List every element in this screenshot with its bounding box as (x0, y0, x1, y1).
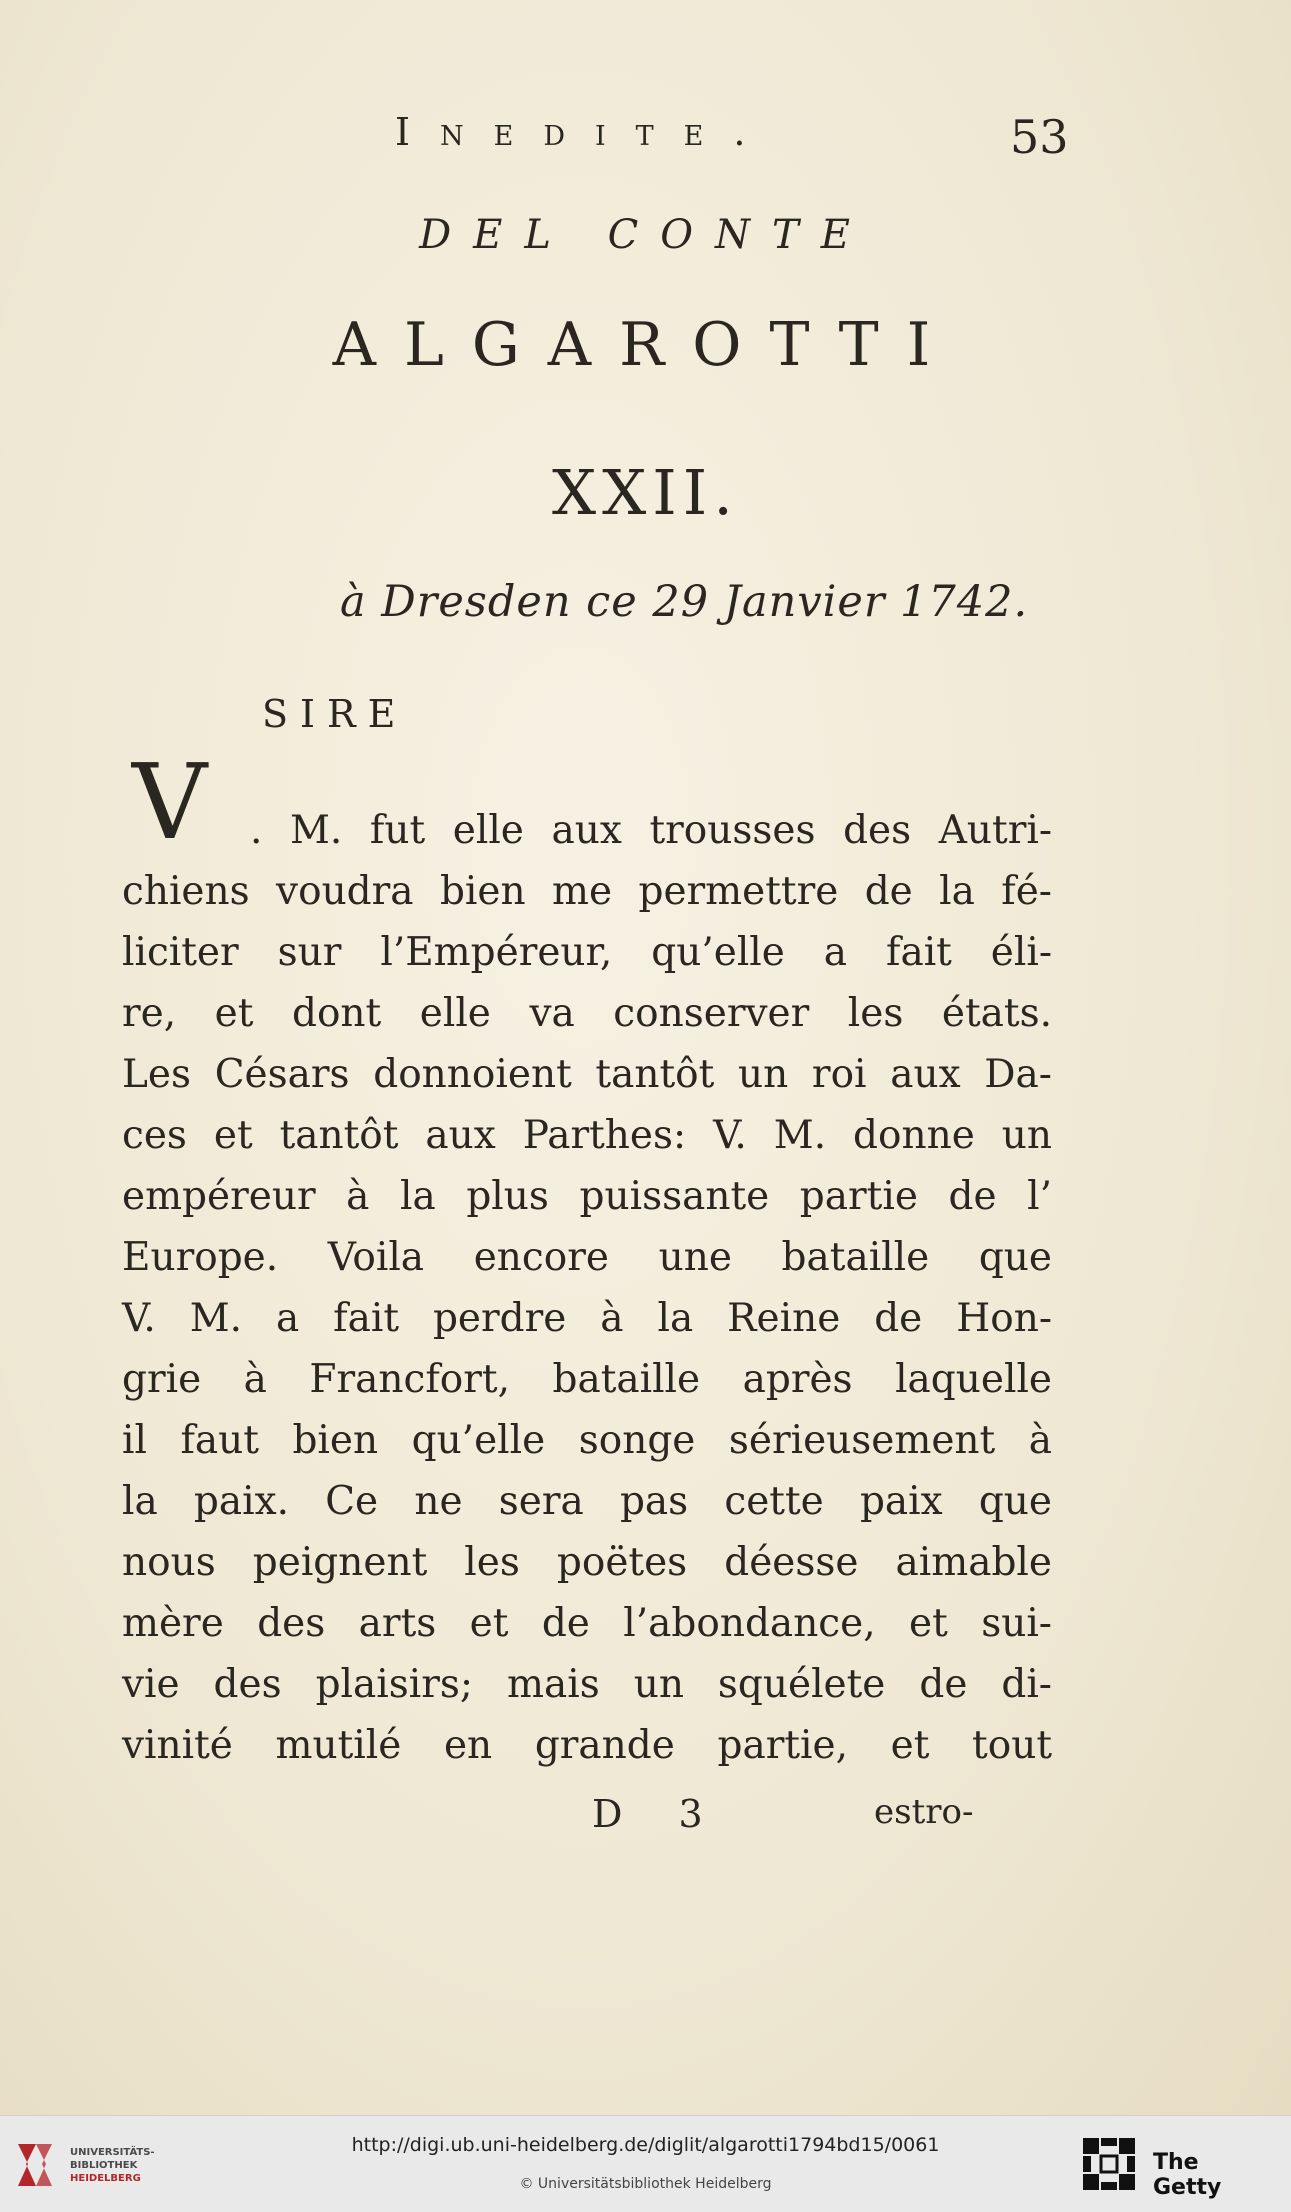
body-line: Europe. Voila encore une bataille que (122, 1235, 1052, 1280)
body-line: re, et dont elle va conserver les états. (122, 991, 1052, 1036)
getty-logo[interactable] (1081, 2136, 1271, 2200)
body-first-line (122, 741, 1052, 863)
catchword: estro- (874, 1792, 974, 1832)
salutation: SIRE (262, 692, 408, 736)
permalink-url[interactable]: http://digi.ub.uni-heidelberg.de/diglit/algarotti1794bd15/0061 (351, 2134, 940, 2156)
running-head: Inedite. (395, 110, 776, 154)
page-header (0, 110, 1291, 170)
signature-mark: D 3 (592, 1792, 725, 1836)
copyright-notice: © Universitätsbibliothek Heidelberg (519, 2176, 772, 2192)
body-line: nous peignent les poëtes déesse aimable (122, 1540, 1052, 1585)
body-line: chiens voudra bien me permettre de la fé- (122, 869, 1052, 914)
getty-logo-icon (1081, 2136, 1137, 2192)
body-line: la paix. Ce ne sera pas cette paix que (122, 1479, 1052, 1524)
body-line: ces et tantôt aux Parthes: V. M. donne un (122, 1113, 1052, 1158)
body-line: vinité mutilé en grande partie, et tout (122, 1723, 1052, 1768)
body-line: . M. fut elle aux trousses des Autri- (250, 808, 1052, 853)
page-number: 53 (1010, 110, 1069, 164)
letter-body (122, 741, 1052, 1776)
dateline: à Dresden ce 29 Janvier 1742. (340, 577, 1029, 627)
body-line: grie à Francfort, bataille après laquelle (122, 1357, 1052, 1402)
logo-line-1: UNIVERSITÄTS- (70, 2147, 155, 2158)
body-line: liciter sur l’Empéreur, qu’elle a fait éli- (122, 930, 1052, 975)
title-del-conte: DEL CONTE (419, 212, 872, 258)
logo-line-3: HEIDELBERG (70, 2173, 141, 2184)
body-line: mère des arts et de l’abondance, et sui- (122, 1601, 1052, 1646)
viewer-footer (0, 2115, 1291, 2212)
page-foot (0, 1792, 1291, 1852)
logo-line-2: BIBLIOTHEK (70, 2160, 138, 2171)
body-line: Les Césars donnoient tantôt un roi aux Da- (122, 1052, 1052, 1097)
body-line: V. M. a fait perdre à la Reine de Hon- (122, 1296, 1052, 1341)
body-line: il faut bien qu’elle songe sérieusement à (122, 1418, 1052, 1463)
body-line: vie des plaisirs; mais un squélete de di- (122, 1662, 1052, 1707)
drop-cap: V (132, 741, 208, 863)
title-author: ALGAROTTI (332, 310, 959, 380)
sponsor-name: The Getty (1153, 2150, 1222, 2200)
letter-number: XXII. (552, 456, 739, 529)
body-line: empéreur à la plus puissante partie de l’ (122, 1174, 1052, 1219)
